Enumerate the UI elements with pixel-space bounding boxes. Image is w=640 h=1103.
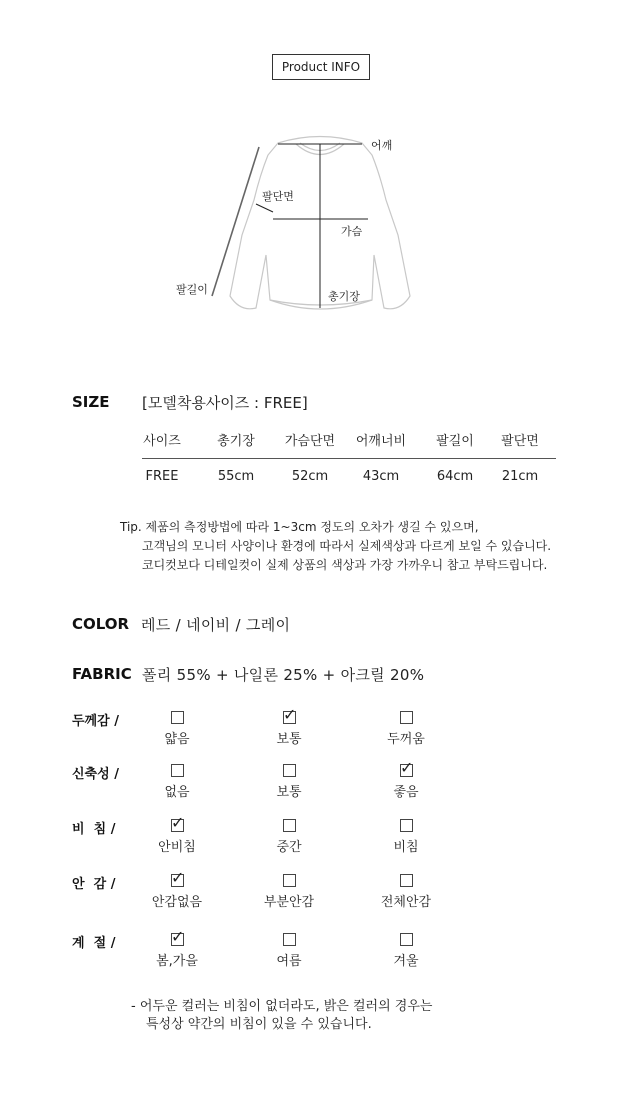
option-label: 보통	[276, 785, 302, 800]
table-header: 팔단면	[501, 434, 539, 449]
table-cell: 64cm	[436, 469, 474, 484]
table-cell: 55cm	[217, 469, 255, 484]
option-label: 안비침	[158, 840, 196, 855]
table-divider	[142, 458, 556, 459]
note-line-2: 특성상 약간의 비침이 있을 수 있습니다.	[146, 1017, 372, 1032]
option-checkbox[interactable]	[400, 711, 413, 724]
checkmark-icon: ✓	[171, 868, 185, 887]
table-cell: 43cm	[362, 469, 400, 484]
fabric-section-label: FABRIC	[72, 665, 132, 683]
option-checkbox[interactable]	[400, 874, 413, 887]
color-value: 레드 / 네이비 / 그레이	[141, 616, 291, 634]
option-checkbox[interactable]	[171, 868, 185, 887]
table-header: 팔길이	[436, 434, 474, 449]
option-checkbox[interactable]	[171, 927, 185, 946]
checkmark-icon: ✓	[400, 758, 414, 777]
option-label: 봄,가을	[156, 954, 198, 969]
option-label: 부분안감	[263, 895, 315, 910]
chest-label: 가슴	[341, 225, 363, 238]
table-header: 사이즈	[143, 434, 181, 449]
attribute-label: 비 침 /	[72, 822, 116, 837]
option-label: 전체안감	[380, 895, 432, 910]
option-label: 안감없음	[151, 895, 203, 910]
table-cell: FREE	[145, 469, 179, 484]
checkmark-icon: ✓	[171, 927, 185, 946]
attribute-label: 신축성 /	[72, 767, 119, 782]
attribute-label: 계 절 /	[72, 936, 116, 951]
product-info-title: Product INFO	[272, 54, 370, 80]
table-cell: 21cm	[501, 469, 539, 484]
garment-measurement-diagram	[0, 0, 640, 340]
sleeve-width-label: 팔단면	[262, 190, 294, 203]
table-header: 총기장	[217, 434, 255, 449]
model-size-note: [모델착용사이즈 : FREE]	[142, 394, 308, 412]
size-section-label: SIZE	[72, 393, 110, 411]
attribute-label: 두께감 /	[72, 714, 119, 729]
option-checkbox[interactable]	[400, 933, 413, 946]
option-checkbox[interactable]	[400, 819, 413, 832]
table-header: 어깨너비	[355, 434, 407, 449]
option-label: 얇음	[164, 732, 190, 747]
sleeve-length-label: 팔길이	[176, 283, 208, 296]
option-checkbox[interactable]	[283, 819, 296, 832]
option-checkbox[interactable]	[283, 874, 296, 887]
option-checkbox[interactable]	[171, 813, 185, 832]
option-label: 없음	[164, 785, 190, 800]
option-checkbox[interactable]	[283, 764, 296, 777]
option-checkbox[interactable]	[171, 711, 184, 724]
total-length-label: 총기장	[328, 290, 360, 303]
option-checkbox[interactable]	[283, 933, 296, 946]
table-header: 가슴단면	[284, 434, 336, 449]
tip-line-1: Tip. 제품의 측정방법에 따라 1~3cm 정도의 오차가 생길 수 있으며,	[120, 520, 479, 534]
option-label: 여름	[276, 954, 302, 969]
option-label: 보통	[276, 732, 302, 747]
checkmark-icon: ✓	[171, 813, 185, 832]
option-checkbox[interactable]	[400, 758, 414, 777]
note-line-1: - 어두운 컬러는 비침이 없더라도, 밝은 컬러의 경우는	[131, 999, 433, 1014]
fabric-value: 폴리 55% + 나일론 25% + 아크릴 20%	[142, 666, 425, 684]
option-checkbox[interactable]	[283, 705, 297, 724]
option-label: 겨울	[393, 954, 419, 969]
option-label: 중간	[276, 840, 302, 855]
option-label: 두꺼움	[387, 732, 425, 747]
tip-line-2: 고객님의 모니터 사양이나 환경에 따라서 실제색상과 다르게 보일 수 있습니다.	[142, 539, 552, 553]
checkmark-icon: ✓	[283, 705, 297, 724]
tip-line-3: 코디컷보다 디테일컷이 실제 상품의 색상과 가장 가까우니 참고 부탁드립니다.	[142, 558, 548, 572]
option-label: 좋음	[393, 785, 419, 800]
attribute-label: 안 감 /	[72, 877, 116, 892]
option-label: 비침	[393, 840, 419, 855]
shoulder-label: 어깨	[371, 139, 393, 152]
table-cell: 52cm	[291, 469, 329, 484]
option-checkbox[interactable]	[171, 764, 184, 777]
color-section-label: COLOR	[72, 615, 130, 633]
